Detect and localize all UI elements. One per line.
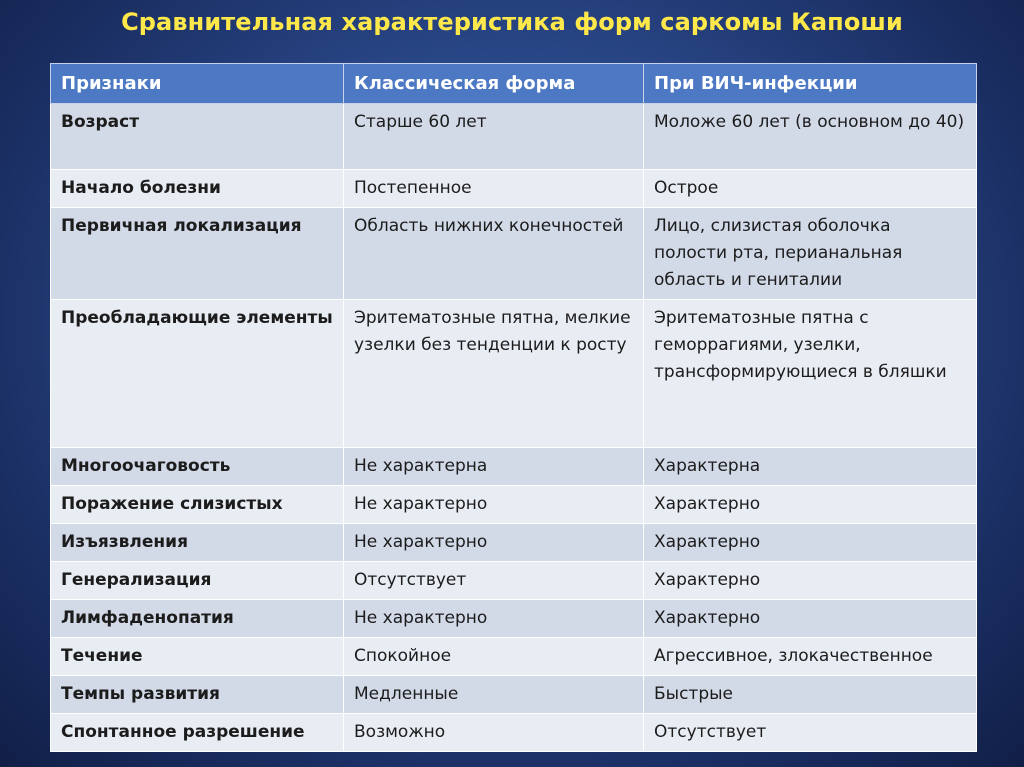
row-label: Первичная локализация	[51, 208, 344, 300]
row-label: Многоочаговость	[51, 448, 344, 486]
table-row	[51, 448, 977, 486]
row-label: Изъязвления	[51, 524, 344, 562]
table-row	[51, 486, 977, 524]
classic-cell: Не характерно	[344, 524, 644, 562]
table-row	[51, 300, 977, 448]
row-label: Начало болезни	[51, 170, 344, 208]
table-row	[51, 676, 977, 714]
table-row	[51, 562, 977, 600]
hiv-cell: Характерно	[644, 600, 977, 638]
column-header-features: Признаки	[51, 64, 344, 104]
table-row	[51, 104, 977, 170]
row-label: Темпы развития	[51, 676, 344, 714]
page-title: Сравнительная характеристика форм саркомы Капоши	[121, 8, 903, 36]
hiv-cell: Лицо, слизистая оболочка полости рта, перианальная область и гениталии	[644, 208, 977, 300]
hiv-cell: Отсутствует	[644, 714, 977, 752]
hiv-cell: Острое	[644, 170, 977, 208]
hiv-cell: Характерно	[644, 562, 977, 600]
table-body	[51, 104, 977, 752]
column-header-classic-form: Классическая форма	[344, 64, 644, 104]
row-label: Возраст	[51, 104, 344, 170]
row-label: Течение	[51, 638, 344, 676]
column-header-hiv-form: При ВИЧ-инфекции	[644, 64, 977, 104]
classic-cell: Отсутствует	[344, 562, 644, 600]
row-label: Лимфаденопатия	[51, 600, 344, 638]
hiv-cell: Моложе 60 лет (в основном до 40)	[644, 104, 977, 170]
classic-cell: Постепенное	[344, 170, 644, 208]
classic-cell: Эритематозные пятна, мелкие узелки без тенденции к росту	[344, 300, 644, 448]
classic-cell: Не характерно	[344, 486, 644, 524]
hiv-cell: Эритематозные пятна с геморрагиями, узелки, трансформирующиеся в бляшки	[644, 300, 977, 448]
hiv-cell: Характерна	[644, 448, 977, 486]
table-header	[51, 64, 977, 104]
row-label: Преобладающие элементы	[51, 300, 344, 448]
row-label: Поражение слизистых	[51, 486, 344, 524]
classic-cell: Область нижних конечностей	[344, 208, 644, 300]
hiv-cell: Быстрые	[644, 676, 977, 714]
row-label: Спонтанное разрешение	[51, 714, 344, 752]
classic-cell: Медленные	[344, 676, 644, 714]
classic-cell: Возможно	[344, 714, 644, 752]
classic-cell: Старше 60 лет	[344, 104, 644, 170]
classic-cell: Не характерно	[344, 600, 644, 638]
table-row	[51, 714, 977, 752]
table-row	[51, 170, 977, 208]
classic-cell: Спокойное	[344, 638, 644, 676]
table-row	[51, 638, 977, 676]
table-header-row	[51, 64, 977, 104]
row-label: Генерализация	[51, 562, 344, 600]
table-row	[51, 208, 977, 300]
hiv-cell: Агрессивное, злокачественное	[644, 638, 977, 676]
classic-cell: Не характерна	[344, 448, 644, 486]
table-row	[51, 524, 977, 562]
hiv-cell: Характерно	[644, 524, 977, 562]
table-row	[51, 600, 977, 638]
comparison-table	[50, 63, 977, 752]
hiv-cell: Характерно	[644, 486, 977, 524]
